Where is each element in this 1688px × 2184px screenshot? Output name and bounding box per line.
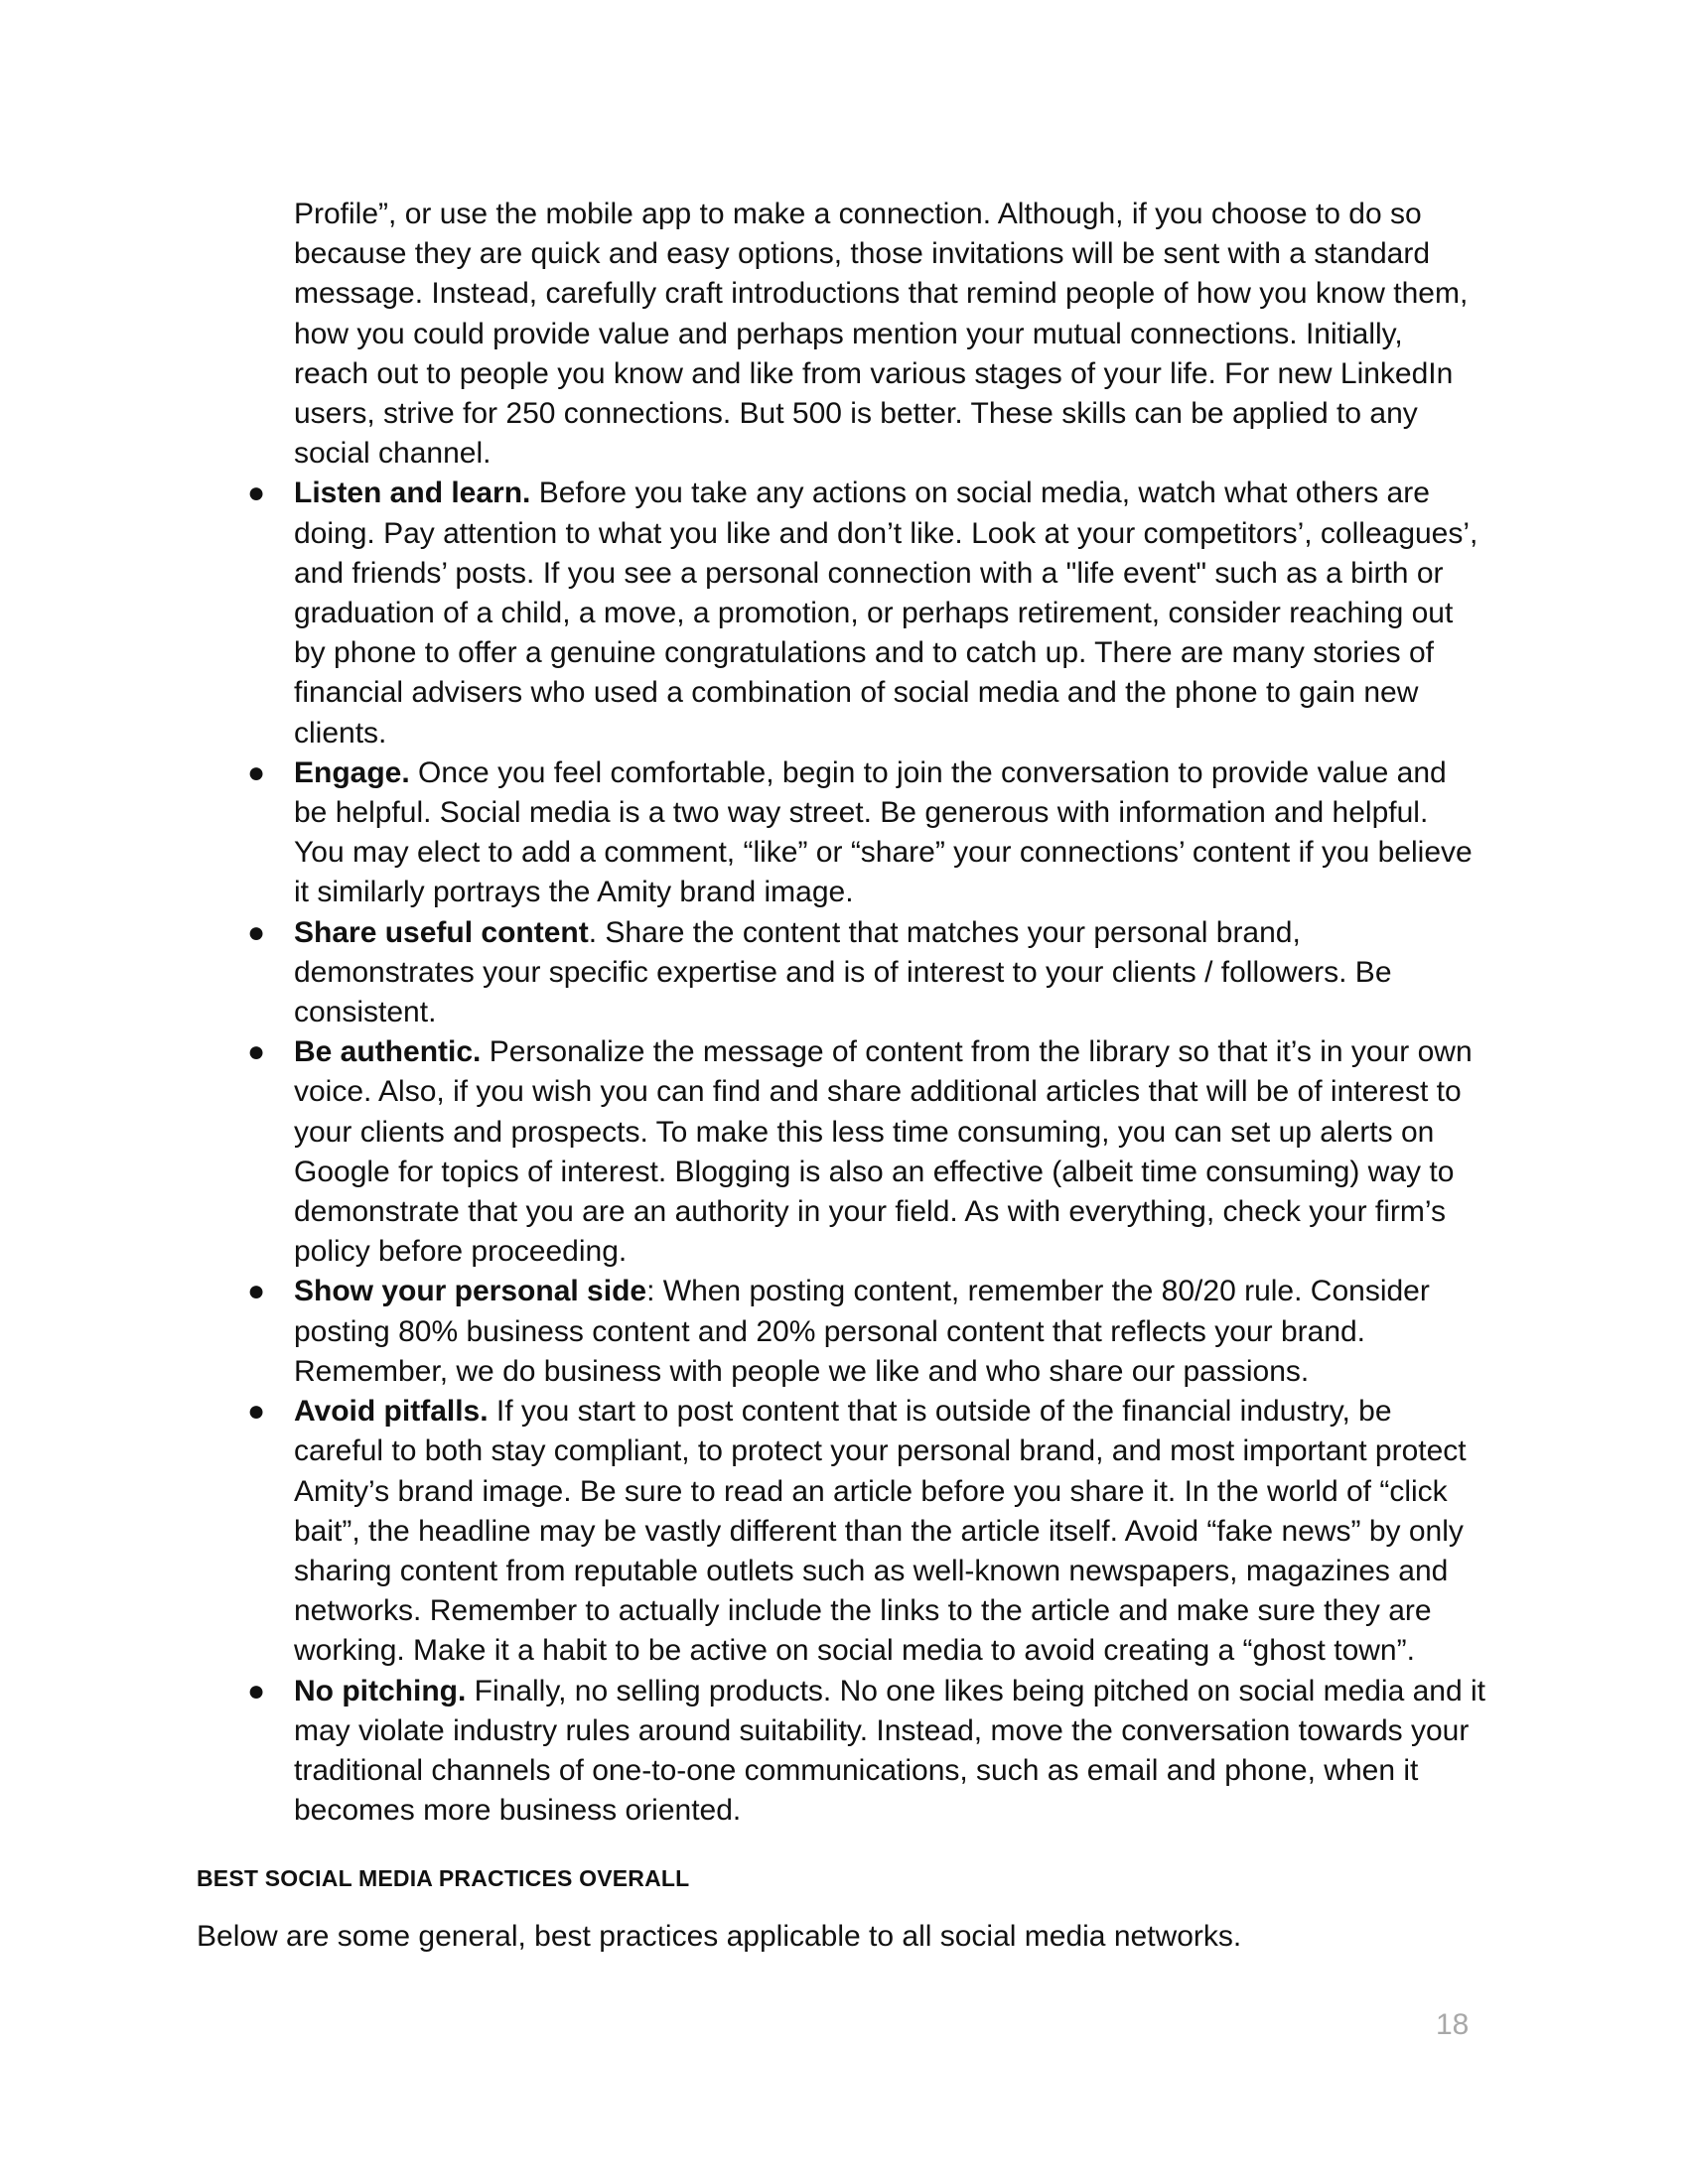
- bullet-icon: ●: [246, 477, 266, 510]
- bullet-title: Share useful content: [294, 915, 589, 949]
- bullet-title: No pitching.: [294, 1674, 467, 1707]
- bullet-title: Avoid pitfalls.: [294, 1395, 489, 1429]
- best-practices-list: [246, 474, 1486, 1831]
- bullet-text: Personalize the message of content from the library so that it’s in your own voice. Also, if you wish you can find and share additional articles that will be of interest to your clients and prospects. To make this less time consuming, you can set up alerts on Google for topics of interest. Blogging is also an effective (albeit time consuming) way to demonstrate that you are an authority in your field. As with everything, check your firm’s policy before proceeding.: [294, 1035, 1473, 1269]
- section-heading: BEST SOCIAL MEDIA PRACTICES OVERALL: [197, 1865, 690, 1891]
- bullet-icon: ●: [246, 1035, 266, 1069]
- list-item: [246, 753, 1485, 913]
- list-item: [246, 913, 1485, 1033]
- main-content: [246, 195, 1486, 1831]
- bullet-text: . Share the content that matches your personal brand, demonstrates your specific expertise and is of interest to your clients / followers. Be consistent.: [294, 915, 1392, 1029]
- section-intro: Below are some general, best practices applicable to all social media networks.: [197, 1920, 1242, 1953]
- bullet-icon: ●: [246, 1275, 266, 1308]
- list-item: [246, 1672, 1486, 1832]
- bullet-text: Once you feel comfortable, begin to join the conversation to provide value and be helpful. Social media is a two way street. Be generous with information and helpful. You may elect to add a comment, “like” or “share” your connections’ content if you believe it similarly portrays the Amity brand image.: [294, 755, 1473, 909]
- bullet-title: Listen and learn.: [294, 477, 531, 510]
- bullet-text: If you start to post content that is outside of the financial industry, be careful to both stay compliant, to protect your personal brand, and most important protect Amity’s brand image. Be sure to read an article before you share it. In the world of “click bait”, the headline may be vastly different than the article itself. Avoid “fake news” by only sharing content from reputable outlets such as well-known newspapers, magazines and networks. Remember to actually include the links to the article and make sure they are working. Make it a habit to be active on social media to avoid creating a “ghost town”.: [294, 1395, 1467, 1668]
- bullet-icon: ●: [246, 755, 266, 789]
- bullet-text: Finally, no selling products. No one likes being pitched on social media and it may violate industry rules around suitability. Instead, move the conversation towards your traditional channels of one-to-one communications, such as email and phone, when it becomes more business oriented.: [294, 1674, 1486, 1828]
- page-number: 18: [1436, 2008, 1470, 2041]
- intro-paragraph: Profile”, or use the mobile app to make a connection. Although, if you choose to do so because they are quick and easy options, those invitations will be sent with a standard message. Instead, carefully craft introductions that remind people of how you know them, how you could provide value and perhaps mention your mutual connections. Initially, reach out to people you know and like from various stages of your life. For new LinkedIn users, strive for 250 connections. But 500 is better. These skills can be applied to any social channel.: [294, 198, 1469, 471]
- bullet-title: Engage.: [294, 755, 410, 789]
- bullet-title: Be authentic.: [294, 1035, 482, 1069]
- bullet-icon: ●: [246, 1395, 266, 1429]
- list-item: [246, 1032, 1485, 1272]
- list-item: [246, 1392, 1485, 1671]
- bullet-text: Before you take any actions on social media, watch what others are doing. Pay attention to what you like and don’t like. Look at your competitors’, colleagues’, and friends’ posts. If you see a personal connection with a "life event" such as a birth or graduation of a child, a move, a promotion, or perhaps retirement, consider reaching out by phone to offer a genuine congratulations and to catch up. There are many stories of financial advisers who used a combination of social media and the phone to gain new clients.: [294, 477, 1478, 750]
- bullet-icon: ●: [246, 915, 266, 949]
- list-item: [246, 1272, 1485, 1392]
- bullet-icon: ●: [246, 1674, 266, 1707]
- bullet-title: Show your personal side: [294, 1275, 647, 1308]
- list-item: [246, 474, 1485, 752]
- bullet-text: : When posting content, remember the 80/20 rule. Consider posting 80% business content and 20% personal content that reflects your brand. Remember, we do business with people we like and who share our passions.: [294, 1275, 1430, 1388]
